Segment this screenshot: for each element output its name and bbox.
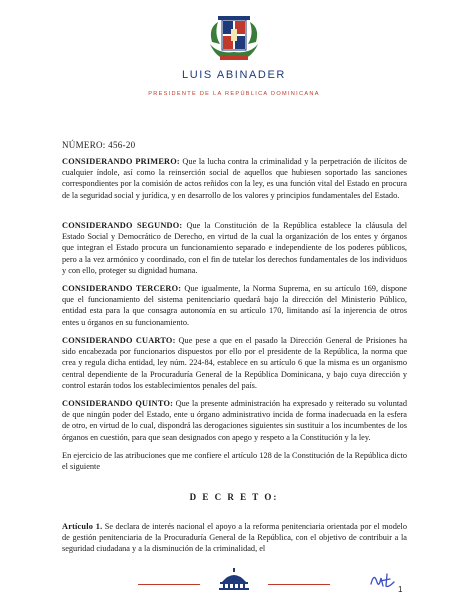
- footer-divider-right: [268, 584, 330, 585]
- article-1: [62, 521, 407, 555]
- considerando-tercero: [62, 283, 407, 328]
- article-text: Se declara de interés nacional el apoyo a la reforma penitenciaria orientada por el modelo de gestión penitenciaria de la Procuraduría General de la República, con el objetivo de contribuir a la seguridad ciudadana y a la disminución de la criminalidad, el: [62, 522, 407, 554]
- paragraph-text: Que la lucha contra la criminalidad y la perpetración de ilícitos de cualquier índole, así como la reinserción social de aquellos que hubiesen soportado las sanciones correspondientes por la comisión de actos reñidos con la ley, es una función vital del Estado en procura de la seguridad social y jurídica, y en desarrollo de los valores y principios fundamentales del Estado.: [62, 157, 407, 200]
- paragraph-lead: CONSIDERANDO CUARTO:: [62, 336, 176, 345]
- considerando-quinto: [62, 398, 407, 443]
- paragraph-text: Que la presente administración ha expresado y reiterado su voluntad de que ningún poder del Estado, ente u órgano administrativo incida de forma inadecuada en la esfera de otro, en virtud de lo cual, dispondrá las derogaciones siguientes sin sustituir a los incumbentes de los órganos en cuestión, para que sean designados con apego y respeto a la Constitución y la ley.: [62, 399, 407, 442]
- considerando-cuarto: [62, 335, 407, 391]
- president-title: PRESIDENTE DE LA REPÚBLICA DOMINICANA: [148, 91, 320, 97]
- paragraph-text: Que igualmente, la Norma Suprema, en su artículo 169, dispone que el funcionamiento del sistema penitenciario quedará bajo la dirección del Ministerio Público, entidad esta para la que consagra autonomía en su artículo 170, limitando así la injerencia de otros entes u órganos en su funcionamiento.: [62, 284, 407, 327]
- paragraph-lead: CONSIDERANDO TERCERO:: [62, 284, 182, 293]
- decreto-heading: D E C R E T O:: [189, 492, 279, 502]
- decree-number: NÚMERO: 456-20: [62, 140, 136, 150]
- president-name: LUIS ABINADER: [182, 69, 286, 81]
- paragraph-lead: CONSIDERANDO PRIMERO:: [62, 157, 180, 166]
- palace-dome-icon: [216, 568, 252, 590]
- paragraph-text: Que la Constitución de la República establece la cláusula del Estado Social y Democrático de Derecho, en virtud de la cual la organización de los entes y órganos que integran el Estado procura un funcionamiento separado e independiente de los poderes públicos, pero a la vez armónico y coordinado, con el fin de tutelar los derechos fundamentales de los individuos y con ello, proteger su dignidad humana.: [62, 221, 408, 275]
- coat-of-arms-icon: [204, 14, 264, 64]
- considerando-primero: [62, 156, 407, 201]
- article-lead: Artículo 1.: [62, 522, 103, 531]
- footer-divider-left: [138, 584, 200, 585]
- exercise-paragraph: En ejercicio de las atribuciones que me confiere el artículo 128 de la Constitución de la República dicto el siguiente: [62, 451, 407, 472]
- handwritten-initials-icon: [368, 568, 396, 590]
- paragraph-lead: CONSIDERANDO QUINTO:: [62, 399, 174, 408]
- considerando-segundo: [62, 220, 407, 276]
- paragraph-lead: CONSIDERANDO SEGUNDO:: [62, 221, 183, 230]
- page-number: 1: [398, 585, 403, 594]
- paragraph-text: Que pese a que en el pasado la Dirección General de Prisiones ha sido encabezada por funcionarios dispuestos por ello por el presidente de la República, la norma que crea y regula dicha entidad, ley núm. 224-84, establece en su artículo 6 que la misma es un organismo central dependiente de la Procuraduría General de la República Dominicana, y bajo cuya dirección y control estarán todos los establecimientos penales del país.: [62, 336, 407, 390]
